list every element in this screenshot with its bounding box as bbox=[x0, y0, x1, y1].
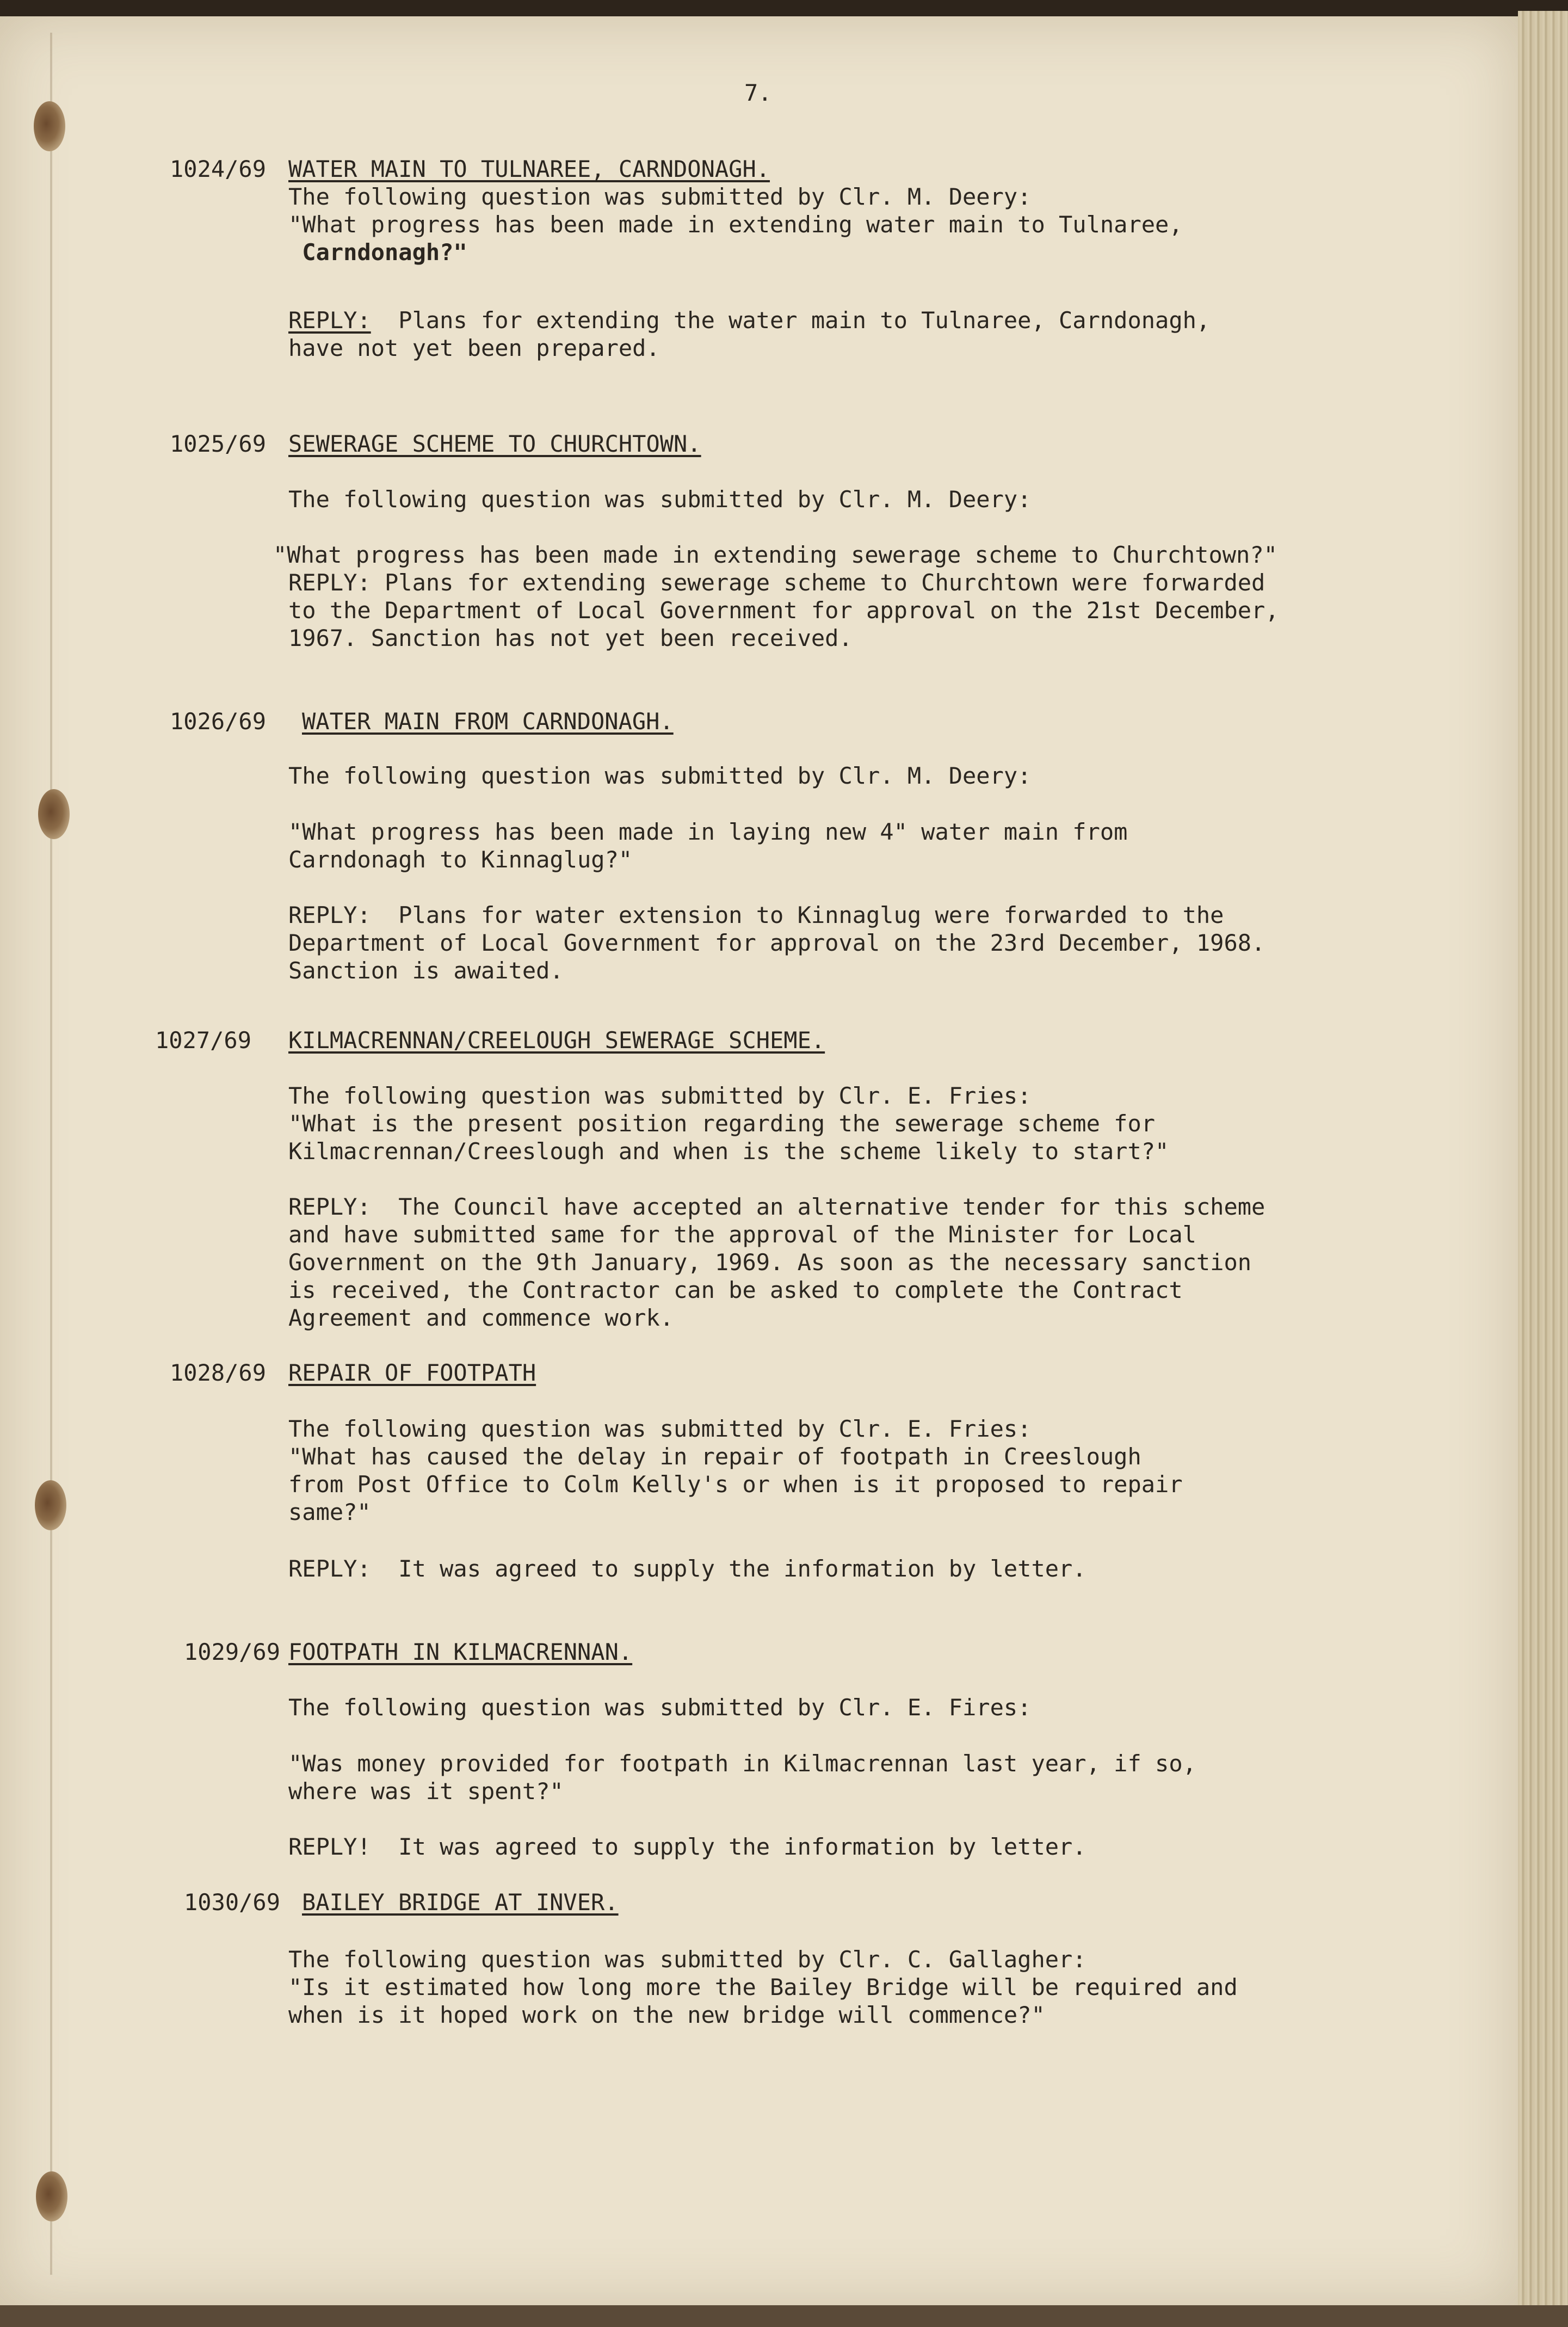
item-number: 1026/69 bbox=[170, 708, 267, 735]
item-number: 1029/69 bbox=[184, 1639, 281, 1665]
text-line: REPLY: The Council have accepted an alternative tender for this scheme bbox=[288, 1193, 1265, 1220]
reply-text bbox=[288, 306, 1387, 362]
text-line: "What progress has been made in extending sewerage scheme to Churchtown?" bbox=[273, 541, 1277, 568]
item-heading: WATER MAIN FROM CARNDONAGH. bbox=[302, 708, 674, 735]
text-line: Carndonagh?" bbox=[288, 239, 467, 266]
text-line: have not yet been prepared. bbox=[288, 335, 660, 361]
text-line: The following question was submitted by Clr. C. Gallagher: bbox=[288, 1946, 1087, 1973]
text-line: The following question was submitted by Clr. E. Fries: bbox=[288, 1082, 1032, 1109]
text-line: and have submitted same for the approval of the Minister for Local bbox=[288, 1221, 1196, 1248]
item-heading: BAILEY BRIDGE AT INVER. bbox=[302, 1889, 619, 1916]
text-line: "What is the present position regarding the sewerage scheme for bbox=[288, 1110, 1156, 1137]
text-line: REPLY: Plans for extending sewerage scheme to Churchtown were forwarded bbox=[288, 569, 1265, 596]
question-text bbox=[288, 1946, 1387, 2029]
item-number: 1030/69 bbox=[184, 1889, 281, 1916]
text-line: Agreement and commence work. bbox=[288, 1304, 674, 1331]
item-heading: SEWERAGE SCHEME TO CHURCHTOWN. bbox=[288, 430, 701, 457]
question-text bbox=[273, 541, 1394, 569]
text-line: The following question was submitted by Clr. M. Deery: bbox=[288, 183, 1032, 210]
question-text bbox=[288, 183, 1387, 266]
reply-text bbox=[288, 1555, 1387, 1583]
text-line: Carndonagh to Kinnaglug?" bbox=[288, 846, 633, 873]
question-text bbox=[288, 1082, 1387, 1165]
text-line: Department of Local Government for approval on the 23rd December, 1968. bbox=[288, 929, 1265, 956]
reply-text bbox=[288, 1193, 1387, 1332]
text-line: when is it hoped work on the new bridge will commence?" bbox=[288, 2002, 1045, 2028]
text-line: from Post Office to Colm Kelly's or when is it proposed to repair bbox=[288, 1471, 1183, 1498]
text-line: REPLY: Plans for water extension to Kinnaglug were forwarded to the bbox=[288, 902, 1224, 928]
item-number: 1027/69 bbox=[155, 1027, 252, 1054]
item-heading: KILMACRENNAN/CREELOUGH SEWERAGE SCHEME. bbox=[288, 1027, 825, 1054]
text-line: "Is it estimated how long more the Bailey Bridge will be required and bbox=[288, 1974, 1238, 2000]
item-number: 1025/69 bbox=[170, 430, 267, 457]
question-intro: The following question was submitted by Clr. M. Deery: bbox=[288, 486, 1032, 513]
item-number: 1024/69 bbox=[170, 156, 267, 182]
item-heading: WATER MAIN TO TULNAREE, CARNDONAGH. bbox=[288, 156, 770, 182]
text-line: same?" bbox=[288, 1499, 371, 1525]
item-heading: REPAIR OF FOOTPATH bbox=[288, 1359, 536, 1386]
page-number: 7. bbox=[744, 79, 772, 106]
text-line: Sanction is awaited. bbox=[288, 957, 564, 984]
text-line: "What progress has been made in laying new 4" water main from bbox=[288, 818, 1128, 845]
text-line: Government on the 9th January, 1969. As soon as the necessary sanction bbox=[288, 1249, 1252, 1276]
text-line: 1967. Sanction has not yet been received. bbox=[288, 625, 853, 651]
text-line: "What has caused the delay in repair of footpath in Creeslough bbox=[288, 1443, 1141, 1470]
text-line: to the Department of Local Government for approval on the 21st December, bbox=[288, 597, 1279, 624]
question-text bbox=[288, 1415, 1387, 1526]
question-text bbox=[288, 1750, 1387, 1805]
text-line: "Was money provided for footpath in Kilmacrennan last year, if so, bbox=[288, 1750, 1196, 1777]
reply-text bbox=[288, 1833, 1387, 1861]
item-number: 1028/69 bbox=[170, 1359, 267, 1386]
item-heading: FOOTPATH IN KILMACRENNAN. bbox=[288, 1639, 633, 1665]
text-line: The following question was submitted by Clr. E. Fries: bbox=[288, 1415, 1032, 1442]
question-intro: The following question was submitted by Clr. M. Deery: bbox=[288, 762, 1032, 789]
text-line: "What progress has been made in extending water main to Tulnaree, bbox=[288, 211, 1183, 238]
question-intro: The following question was submitted by Clr. E. Fires: bbox=[288, 1694, 1032, 1721]
text-line: REPLY! It was agreed to supply the information by letter. bbox=[288, 1833, 1087, 1860]
question-text bbox=[288, 818, 1387, 873]
text-line: is received, the Contractor can be asked to complete the Contract bbox=[288, 1277, 1183, 1303]
text-line: Plans for extending the water main to Tulnaree, Carndonagh, bbox=[371, 307, 1211, 334]
text-line: where was it spent?" bbox=[288, 1778, 564, 1805]
reply-text bbox=[288, 569, 1387, 652]
text-line: Kilmacrennan/Creeslough and when is the scheme likely to start?" bbox=[288, 1138, 1169, 1165]
text-line: REPLY: It was agreed to supply the information by letter. bbox=[288, 1555, 1087, 1582]
reply-text bbox=[288, 901, 1387, 984]
reply-label: REPLY: bbox=[288, 307, 371, 334]
